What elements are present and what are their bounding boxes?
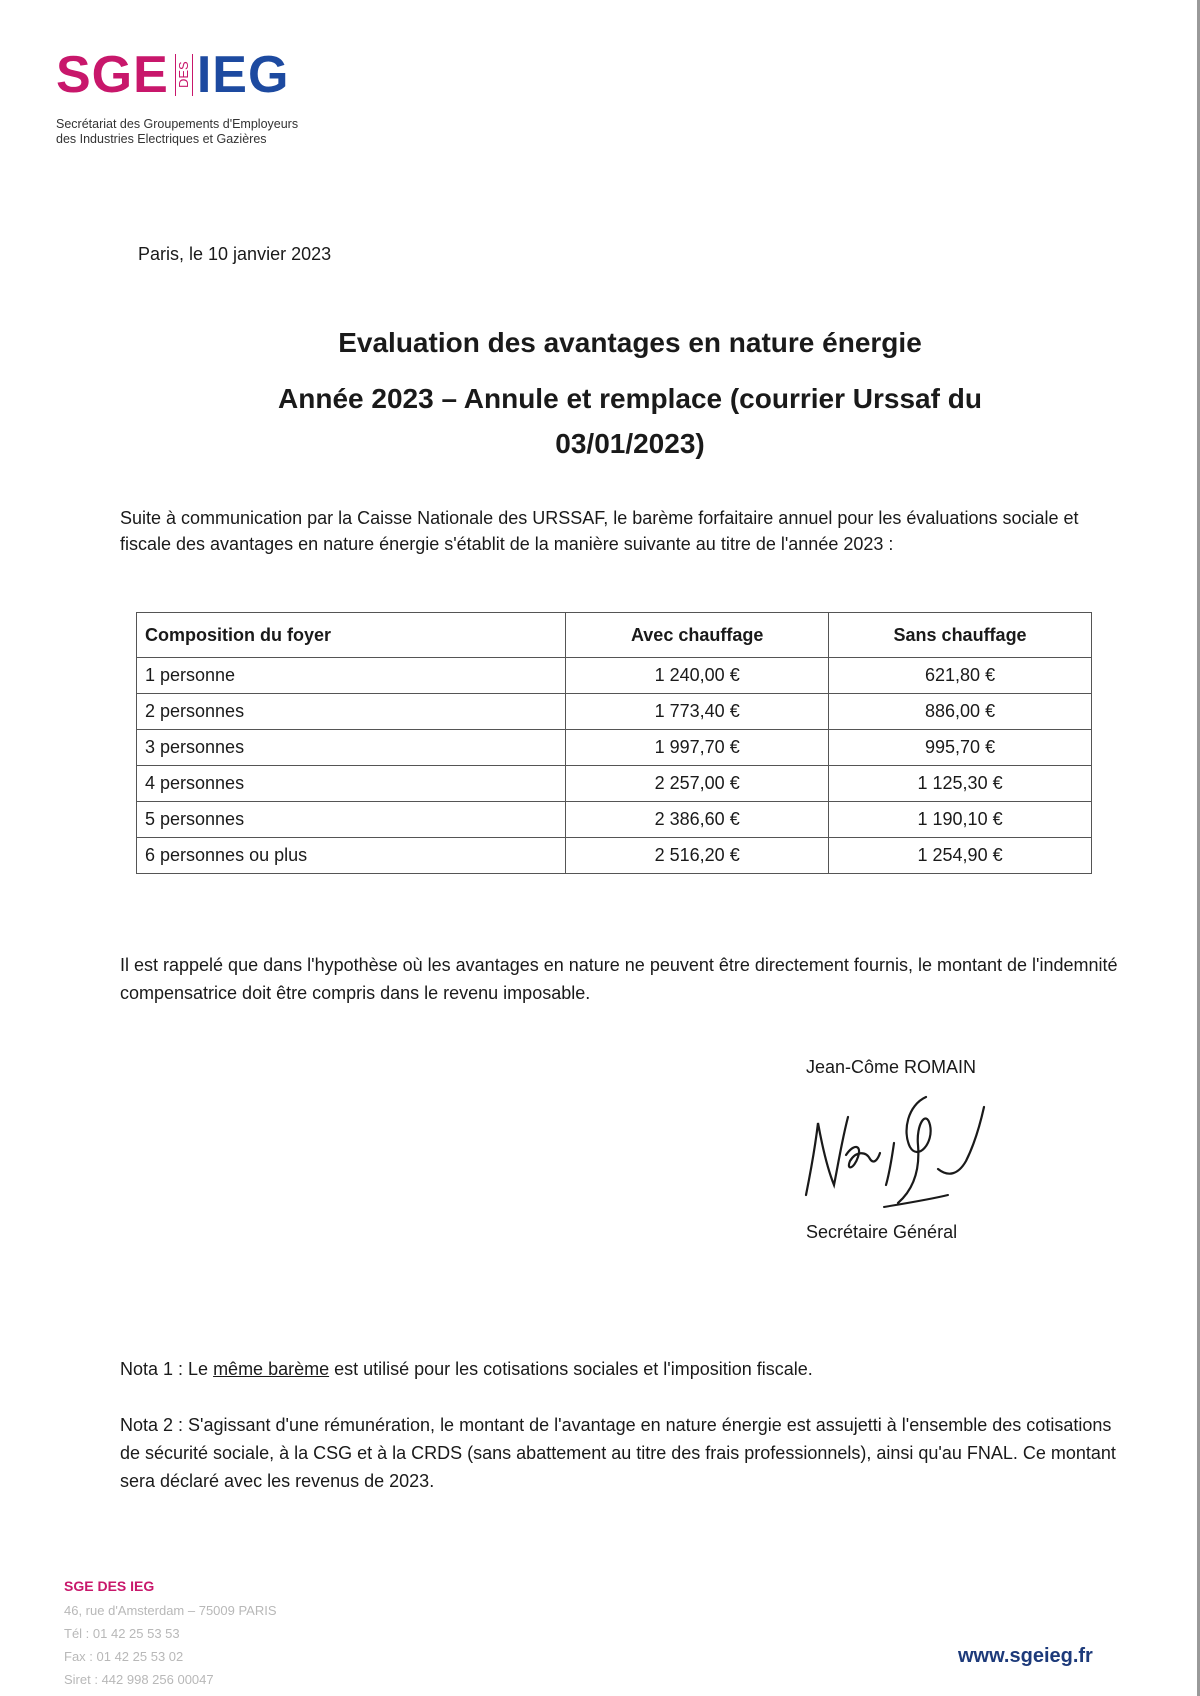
title-line-3: 03/01/2023) — [555, 428, 705, 459]
table-row — [137, 766, 1092, 802]
table-header-row — [137, 613, 1092, 658]
handwritten-signature — [798, 1085, 998, 1215]
cell-avec-chauffage: 2 386,60 € — [566, 802, 829, 838]
cell-composition: 5 personnes — [137, 802, 566, 838]
table-row — [137, 658, 1092, 694]
table-row — [137, 802, 1092, 838]
sge-ieg-logo — [56, 46, 290, 104]
footer-contact — [64, 1599, 277, 1691]
nota-1-underlined: même barème — [213, 1359, 330, 1379]
logo-subtitle-line1: Secrétariat des Groupements d'Employeurs — [56, 117, 299, 131]
cell-avec-chauffage: 2 257,00 € — [566, 766, 829, 802]
cell-composition: 3 personnes — [137, 730, 566, 766]
table-row — [137, 730, 1092, 766]
logo-ieg: IEG — [196, 46, 290, 104]
intro-paragraph: Suite à communication par la Caisse Nationale des URSSAF, le barème forfaitaire annuel pour les évaluations sociale et fiscale des avantages en nature énergie s'établit de la manière suivante au titre de l'année 2023 : — [120, 508, 1079, 554]
logo-subtitle-line2: des Industries Electriques et Gazières — [56, 132, 267, 146]
cell-composition: 4 personnes — [137, 766, 566, 802]
footer-fax: Fax : 01 42 25 53 02 — [64, 1649, 184, 1664]
cell-avec-chauffage: 2 516,20 € — [566, 838, 829, 874]
cell-sans-chauffage: 995,70 € — [829, 730, 1092, 766]
cell-sans-chauffage: 1 254,90 € — [829, 838, 1092, 874]
bareme-table — [136, 612, 1092, 874]
footer-tel: Tél : 01 42 25 53 53 — [64, 1626, 180, 1641]
footer-siret: Siret : 442 998 256 00047 — [64, 1672, 214, 1687]
nota-1-prefix: Nota 1 : Le — [120, 1359, 214, 1379]
table-row — [137, 838, 1092, 874]
letter-date: Paris, le 10 janvier 2023 — [138, 244, 332, 264]
footer-address: 46, rue d'Amsterdam – 75009 PARIS — [64, 1603, 277, 1618]
title-line-1: Evaluation des avantages en nature énergie — [338, 327, 922, 358]
nota-1 — [120, 1356, 1120, 1382]
reminder-paragraph: Il est rappelé que dans l'hypothèse où les avantages en nature ne peuvent être directement fournis, le montant de l'indemnité compensatrice doit être compris dans le revenu imposable. — [120, 955, 1118, 1003]
header-composition: Composition du foyer — [137, 613, 566, 658]
nota-1-suffix: est utilisé pour les cotisations sociales et l'imposition fiscale. — [329, 1359, 813, 1379]
cell-avec-chauffage: 1 997,70 € — [566, 730, 829, 766]
table-row — [137, 694, 1092, 730]
cell-composition: 6 personnes ou plus — [137, 838, 566, 874]
nota-2: Nota 2 : S'agissant d'une rémunération, le montant de l'avantage en nature énergie est assujetti à l'ensemble des cotisations de sécurité sociale, à la CSG et à la CRDS (sans abattement au titre des frais professionnels), ainsi qu'au FNAL. Ce montant sera déclaré avec les revenus de 2023. — [120, 1415, 1116, 1491]
header-avec-chauffage: Avec chauffage — [566, 613, 829, 658]
cell-sans-chauffage: 1 190,10 € — [829, 802, 1092, 838]
cell-avec-chauffage: 1 240,00 € — [566, 658, 829, 694]
footer-org-name: SGE DES IEG — [64, 1578, 155, 1594]
signer-role: Secrétaire Général — [806, 1222, 958, 1242]
header-sans-chauffage: Sans chauffage — [829, 613, 1092, 658]
logo-des: DES — [175, 54, 193, 96]
logo-subtitle — [56, 117, 298, 147]
signer-name: Jean-Côme ROMAIN — [806, 1057, 977, 1077]
cell-sans-chauffage: 886,00 € — [829, 694, 1092, 730]
cell-composition: 1 personne — [137, 658, 566, 694]
cell-sans-chauffage: 621,80 € — [829, 658, 1092, 694]
website-link[interactable]: www.sgeieg.fr — [958, 1645, 1093, 1667]
cell-composition: 2 personnes — [137, 694, 566, 730]
title-line-2: Année 2023 – Annule et remplace (courrier Urssaf du — [278, 383, 982, 414]
logo-sge: SGE — [56, 46, 169, 104]
cell-sans-chauffage: 1 125,30 € — [829, 766, 1092, 802]
cell-avec-chauffage: 1 773,40 € — [566, 694, 829, 730]
